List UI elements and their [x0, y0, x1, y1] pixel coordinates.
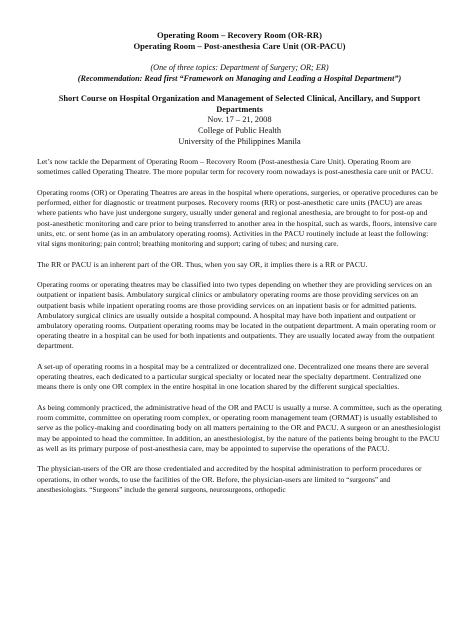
recommendation-note [37, 74, 442, 85]
paragraph-physician-users [37, 464, 442, 495]
document-title-line-1: Operating Room – Recovery Room (OR-RR) [157, 30, 322, 40]
course-dates: Nov. 17 – 21, 2008 [207, 115, 272, 125]
course-title: Short Course on Hospital Organization and Management of Selected Clinical, Ancillary, and Support Departments [58, 94, 421, 114]
paragraph-classification: Operating rooms or operating theatres may be classified into two types depending on whether they are providing services on an outpatient or inpatient basis. Ambulatory surgical clinics or ambulatory operating rooms are those providing services on an outpatient basis while inpatient operating rooms are those providing services on an inpatient basis or for admitted patients. Ambulatory surgical clinics are usually outside a hospital compound. A hospital may have both inpatient and outpatient or ambulatory operating rooms. Outpatient operating rooms may be located in the outpatient department. A main operating room or operating theatre in a hospital can be used for both inpatients and outpatients. They are usually located away from the outpatient department. [37, 280, 436, 351]
course-college: College of Public Health [197, 125, 282, 135]
course-university: University of the Philippines Manila [178, 136, 301, 146]
recommendation-text: (Recommendation: Read first “Framework on Managing and Leading a Hospital Department”) [77, 73, 402, 83]
paragraph-administration: As being commonly practiced, the administrative head of the OR and PACU is usually a nurse. A committee, such as the operating room committe, committee on operating room complex, or operating room management team (ORMAT) is usually established to serve as the policy-making and coordinating body on all matters pertaining to the OR and PACU. A surgeon or an anesthesiologist may be appointed to head the committee. In addition, an anesthesiologist, by the nature of the patients being brought to the PACU as well as its primary purpose of post-anesthesia care, may be appointed to supervise the operations of the PACU. [37, 402, 442, 453]
document-title-line-2: Operating Room – Post-anesthesia Care Unit (OR-PACU) [133, 41, 346, 51]
paragraph-intro: Let’s now tackle the Deparment of Operating Room – Recovery Room (Post-anesthesia Care Unit). Operating Room are sometimes called Operating Theatre. The more popular term for recovery room nowadays is post-anesthesia care unit or PACU. [37, 157, 434, 177]
paragraph-definitions [37, 188, 442, 249]
paragraph-physician-users-main: The physician-users of the OR are those credentialed and accredited by the hospital administration to perform procedures or operations, in other words, to use the facilities of the OR. Before, the physician-users are limited to [37, 464, 422, 484]
paragraph-definitions-activities: vital signs monitoring; pain control; breathing monitoring and support; caring of tubes; and nursing care. [37, 239, 339, 248]
paragraph-rr-pacu: The RR or PACU is an inherent part of the OR. Thus, when you say OR, it implies there is a RR or PACU. [37, 259, 368, 269]
paragraph-setup: A set-up of operating rooms in a hospital may be a centralized or decentralized one. Decentralized one means there are several operating theatres, each dedicated to a particular surgical specialty or located near the specialty department. Centralized one means there is only one OR complex in the entire hospital in one location shared by the different surgical specialties. [37, 361, 429, 392]
topics-text: (One of three topics: Department of Surgery; OR; ER) [150, 63, 329, 72]
topics-note [37, 63, 442, 74]
paragraph-definitions-main: Operating rooms (OR) or Operating Theatres are areas in the hospital where operations, surgeries, or operative procedures can be performed, either for diagnostic or treatment purposes. Recovery rooms (RR) or post-anesthetic care units (PACU) are areas where patients who have just undergone surgery, usually under general and regional anesthesia, are brought to for post-op and post-anesthetic monitoring and care prior to being transferred to another area in the hospital, such as wards, floors, intensive care units, etc. or sent home (as in an ambulatory operating rooms). Activities in the PACU routinely include at least the following: [37, 187, 438, 238]
paragraph-physician-users-cont: “surgeons” and anesthesiologists. “Surgeons” include the general surgeons, neurosurgeons, orthopedic [37, 475, 391, 494]
